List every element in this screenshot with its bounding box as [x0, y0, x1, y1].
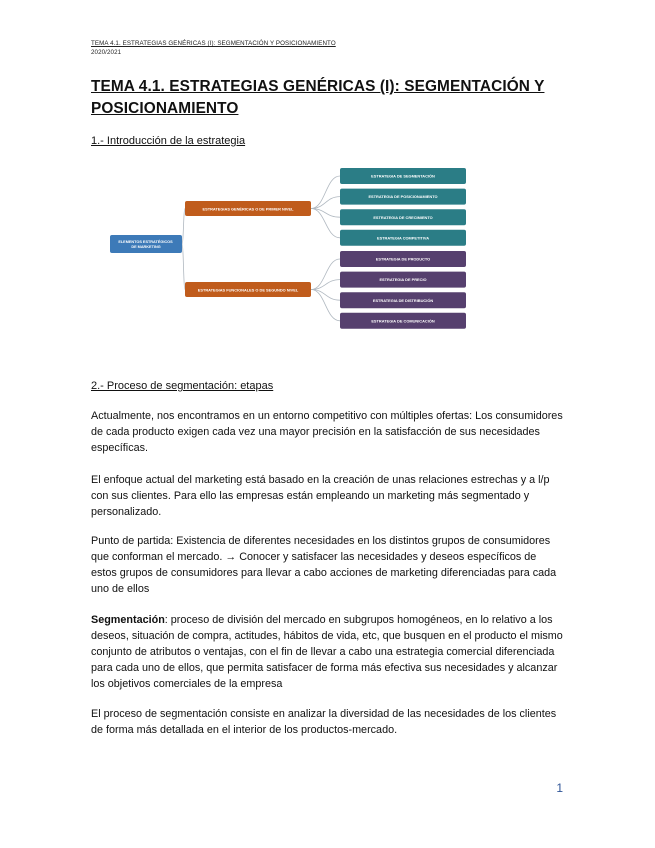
bottom-leaf-label: ESTRATEGIA DE PRECIO	[379, 277, 427, 283]
term-segmentacion: Segmentación	[91, 614, 165, 626]
top-leaf-3	[340, 209, 466, 225]
top-leaves	[340, 168, 466, 246]
paragraph-enfoque: El enfoque actual del marketing está basado en la creación de unas relaciones estrechas y a l/p con sus clientes. Para ello las empresas están empleando un marketing más segmentado y personalizado.	[91, 474, 550, 518]
bottom-leaf-label: ESTRATEGIA DE COMUNICACIÓN	[371, 318, 435, 324]
bottom-leaves	[340, 251, 466, 329]
section-1-heading: 1.- Introducción de la estrategia	[91, 135, 246, 147]
branch-label-generic: ESTRATEGIAS GENÉRICAS O DE PRIMER NIVEL	[202, 206, 294, 212]
connector-line	[182, 244, 185, 290]
top-leaf-label: ESTRATEGIA COMPETITIVA	[376, 235, 430, 241]
bottom-leaf-label: ESTRATEGIA DE DISTRIBUCIÓN	[372, 297, 434, 303]
branch-label-functional: ESTRATEGIAS FUNCIONALES O DE SEGUNDO NIVEL	[197, 287, 299, 293]
connector-line	[182, 209, 185, 245]
segmentacion-definition-text: : proceso de división del mercado en subgrupos homogéneos, en lo relativo a los deseos, situación de compra, actitudes, hábitos de vida, etc, que busquen en el producto el mismo conjunto de atributos o ventajas, con el fin de llevar a cabo una estrategia comercial diferenciada para cada uno de ellos, que permita satisfacer de forma más efectiva sus necesidades y alcanzar los objetivos comerciales de la empresa	[91, 614, 563, 690]
connector-line	[311, 197, 340, 209]
diagram-connectors	[182, 176, 340, 321]
paragraph-segmentacion-definicion	[91, 612, 565, 692]
document-title: TEMA 4.1. ESTRATEGIAS GENÉRICAS (I): SEGMENTACIÓN Y POSICIONAMIENTO	[91, 78, 545, 117]
paragraph-punto-partida: Punto de partida: Existencia de diferentes necesidades en los distintos grupos de consumidores que conforman el mercado. → Conocer y satisfacer las necesidades y deseos específicos de estos grupos de consumidores para llevar a cabo acciones de marketing diferenciadas para cada uno de ellos	[91, 535, 557, 595]
running-header: TEMA 4.1. ESTRATEGIAS GENÉRICAS (I): SEGMENTACIÓN Y POSICIONAMIENTO	[91, 40, 336, 47]
top-leaf-2	[340, 189, 466, 205]
bottom-leaf-1	[340, 251, 466, 267]
root-label-line2: DE MARKETING	[131, 245, 161, 249]
connector-line	[311, 290, 340, 321]
top-leaf-label: ESTRATEGIA DE SEGMENTACIÓN	[371, 173, 435, 179]
branch-node-functional	[185, 282, 311, 297]
paragraph-entorno: Actualmente, nos encontramos en un entorno competitivo con múltiples ofertas: Los consumidores de cada producto exigen cada vez una mayor precisión en la satisfacción de sus necesidades específicas.	[91, 410, 563, 454]
connector-line	[311, 176, 340, 209]
root-node	[110, 235, 182, 253]
section-2-heading: 2.- Proceso de segmentación: etapas	[91, 380, 274, 392]
strategy-diagram	[108, 165, 470, 333]
connector-line	[311, 290, 340, 301]
bottom-leaf-4	[340, 313, 466, 329]
root-label-line1: ELEMENTOS ESTRATÉGICOS	[118, 240, 173, 244]
bottom-leaf-label: ESTRATEGIA DE PRODUCTO	[375, 256, 431, 262]
top-leaf-label: ESTRATEGIA DE POSICIONAMIENTO	[368, 194, 438, 200]
top-leaf-label: ESTRATEGIA DE CRECIMIENTO	[373, 214, 433, 220]
bottom-leaf-2	[340, 272, 466, 288]
bottom-leaf-3	[340, 292, 466, 308]
top-leaf-4	[340, 230, 466, 246]
header-year: 2020/2021	[91, 49, 122, 56]
branch-node-generic	[185, 201, 311, 216]
top-leaf-1	[340, 168, 466, 184]
page-number: 1	[556, 781, 563, 795]
paragraph-proceso: El proceso de segmentación consiste en analizar la diversidad de las necesidades de los clientes de forma más detallada en el interior de los productos-mercado.	[91, 708, 557, 736]
